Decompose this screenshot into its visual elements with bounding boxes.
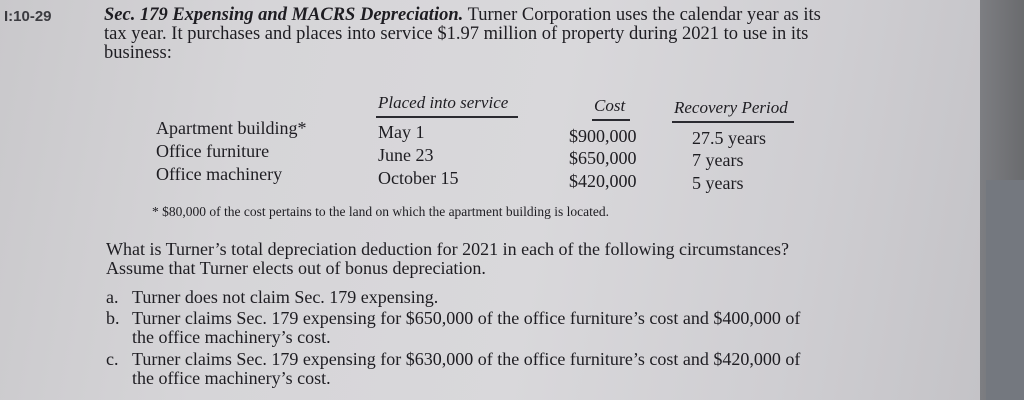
option-c-text: Turner claims Sec. 179 expensing for $630,000 of the office furniture’s cost and $420,000 of the office machinery’s cost. <box>132 349 801 388</box>
problem-intro <box>104 6 844 63</box>
row-1-placed: May 1 <box>378 122 425 142</box>
problem-number: I:10-29 <box>4 8 52 25</box>
row-1-cost: $900,000 <box>569 126 637 146</box>
row-3-recovery: 5 years <box>692 173 744 193</box>
page-edge-background <box>980 0 1024 400</box>
header-cost-underline <box>592 119 630 121</box>
header-placed-into-service: Placed into service <box>378 93 509 112</box>
header-recovery-underline <box>672 121 794 123</box>
option-a-text: Turner does not claim Sec. 179 expensing. <box>132 287 439 307</box>
option-a <box>106 288 826 307</box>
row-2-asset: Office furniture <box>156 141 270 161</box>
row-1-recovery: 27.5 years <box>692 128 766 148</box>
table-footnote: * $80,000 of the cost pertains to the land on which the apartment building is located. <box>152 204 610 219</box>
option-b <box>106 309 826 347</box>
row-3-placed: October 15 <box>378 168 459 188</box>
row-2-cost: $650,000 <box>569 148 637 168</box>
option-b-text: Turner claims Sec. 179 expensing for $650,000 of the office furniture’s cost and $400,000 of the office machinery’s cost. <box>132 308 801 347</box>
header-recovery-period: Recovery Period <box>674 98 788 117</box>
background-shadow <box>986 180 1024 400</box>
row-2-recovery: 7 years <box>692 150 744 170</box>
option-b-letter: b. <box>106 308 120 328</box>
option-a-letter: a. <box>106 287 119 307</box>
problem-intro-text: Turner Corporation uses the calendar year as its tax year. It purchases and places into service $1.97 million of property during 2021 to use in its business: <box>104 5 821 63</box>
option-c-letter: c. <box>106 349 119 369</box>
row-1-asset: Apartment building* <box>156 118 307 138</box>
problem-title: Sec. 179 Expensing and MACRS Depreciation. <box>104 5 464 25</box>
option-c <box>106 350 826 388</box>
header-placed-underline <box>376 116 518 118</box>
question-prompt: What is Turner’s total depreciation deduction for 2021 in each of the following circumstances? Assume that Turner elects out of bonus depreciation. <box>106 239 789 278</box>
row-3-cost: $420,000 <box>569 171 637 191</box>
row-2-placed: June 23 <box>378 145 434 165</box>
row-3-asset: Office machinery <box>156 164 283 184</box>
header-cost: Cost <box>594 96 626 115</box>
